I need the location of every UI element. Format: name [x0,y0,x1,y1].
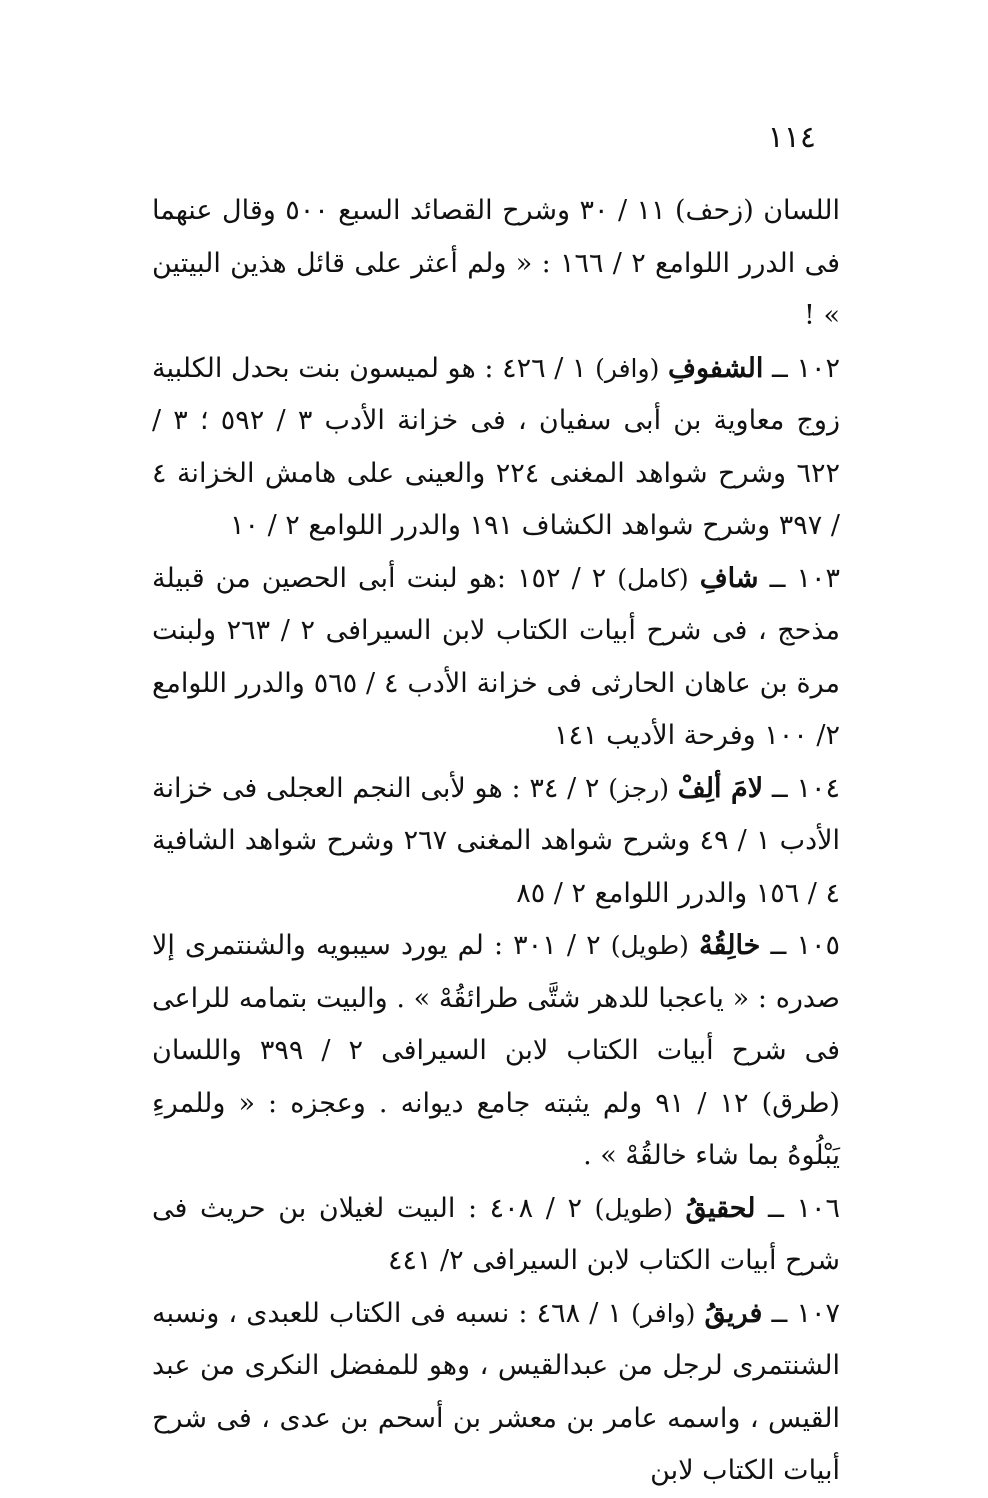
entry-dash: ــ [770,930,787,961]
entry-text: ٢ / ١٥٢ :هو لبنت أبى الحصين من قبيلة مذحج ، فى شرح أبيات الكتاب لابن السيرافى ٢ / ٢٦٣ ولبنت مرة بن عاهان الحارثى فى خزانة الأدب ٤ / ٥٦٥ والدرر اللوامع ٢/ ١٠٠ وفرحة الأديب ١٤١ [152,562,841,751]
entry-dash: ــ [769,562,786,594]
meter-label: (طويل) [594,1193,673,1223]
meter-label: (طويل) [610,931,689,960]
entry-number: ١٠٧ [796,1297,840,1329]
rhyme-word: فريقُ [704,1297,763,1329]
entry-number: ١٠٢ [796,352,840,384]
meter-label: (رجز) [608,773,670,803]
entry-text: ١ / ٤٢٦ : هو لميسون بنت بحدل الكلبية زوج معاوية بن أبى سفيان ، فى خزانة الأدب ٣ / ٥٩٢ ؛ ٣ / ٦٢٢ وشرح شواهد المغنى ٢٢٤ والعينى على هامش الخزانة ٤ / ٣٩٧ وشرح شواهد الكشاف ١٩١ والدرر اللوامع ٢ / ١٠ [152,352,840,541]
meter-label: (وافر) [631,1298,696,1328]
entry-text: ٢ / ٣٤ : هو لأبى النجم العجلى فى خزانة الأدب ١ / ٤٩ وشرح شواهد المغنى ٢٦٧ وشرح شواهد الشافية ٤ / ١٥٦ والدرر اللوامع ٢ / ٨٥ [152,772,841,909]
entry-number: ١٠٣ [796,562,840,594]
entry-dash: ــ [768,1192,784,1224]
rhyme-word: شافِ [699,562,759,594]
rhyme-word: خالِقُهْ [699,930,761,961]
entry-dash: ــ [771,772,788,804]
rhyme-word: لامَ ألِفْ [677,772,764,804]
entry-text: ٢ / ٣٠١ : لم يورد سيبويه والشنتمرى إلا صدره : « ياعجبا للدهر شتَّى طرائقُهْ » . والبيت بتمامه للراعى فى شرح أبيات الكتاب لابن السيرافى ٢ / ٣٩٩ واللسان (طرق) ١٢ / ٩١ ولم يثبته جامع ديوانه . وعجزه : « وللمرءِ يَبْلُوهُ بما شاء خالقُهْ » . [152,930,840,1171]
paragraph-text: اللسان (زحف) ١١ / ٣٠ وشرح القصائد السبع ٥٠٠ وقال عنهما فى الدرر اللوامع ٢ / ١٦٦ : « ولم أعثر على قائل هذين البيتين » ! [152,195,840,331]
rhyme-word: الشفوفِ [667,352,764,384]
entry-text: ٢ / ٤٠٨ : البيت لغيلان بن حريث فى شرح أبيات الكتاب لابن السيرافى ٢/ ٤٤١ [152,1192,840,1276]
entry-104 [152,763,840,921]
entry-105 [152,920,840,1183]
entry-103 [152,553,840,763]
entry-number: ١٠٥ [796,930,840,961]
page-number: ١١٤ [767,120,816,155]
entry-107 [152,1288,840,1498]
meter-label: (وافر) [595,353,660,383]
page-body [152,185,840,1498]
entry-dash: ــ [772,352,788,384]
entry-106 [152,1183,840,1288]
meter-label: (كامل) [617,563,689,593]
entry-number: ١٠٤ [796,772,840,804]
entry-102 [152,343,840,553]
rhyme-word: لحقيقُ [685,1192,756,1224]
entry-text: ١ / ٤٦٨ : نسبه فى الكتاب للعبدى ، ونسبه الشنتمرى لرجل من عبدالقيس ، وهو للمفضل النكرى من عبد القيس ، واسمه عامر بن معشر بن أسحم بن عدى ، فى شرح أبيات الكتاب لابن [152,1297,840,1486]
entry-number: ١٠٦ [796,1192,840,1224]
paragraph-continuation [152,185,840,343]
entry-dash: ــ [771,1297,788,1329]
